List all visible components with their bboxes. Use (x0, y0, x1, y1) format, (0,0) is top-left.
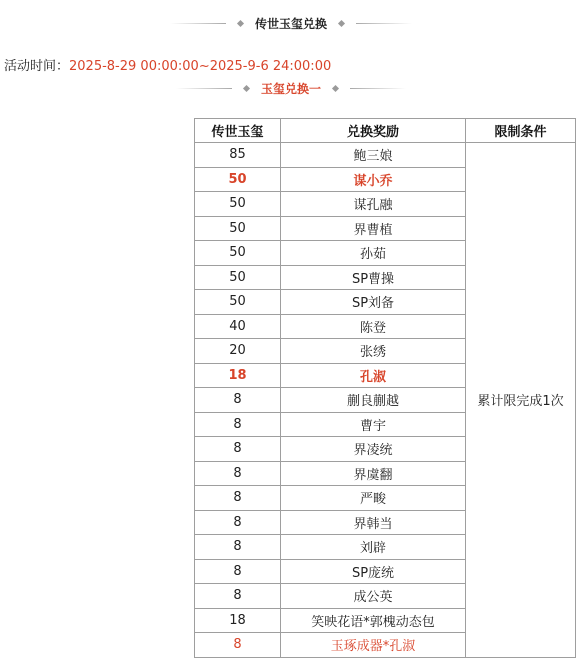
cost-cell: 8 (195, 461, 281, 486)
cost-cell: 8 (195, 486, 281, 511)
activity-time-value: 2025-8-29 00:00:00~2025-9-6 24:00:00 (69, 59, 332, 74)
cost-cell: 50 (195, 241, 281, 266)
exchange-table (194, 118, 576, 658)
heading-divider-right (356, 23, 412, 24)
cost-cell: 8 (195, 412, 281, 437)
reward-cell: 孙茹 (281, 241, 466, 266)
reward-cell: 玉琢成器*孔淑 (281, 633, 466, 658)
reward-cell: 刘辟 (281, 535, 466, 560)
table-header-row (195, 119, 576, 143)
cost-cell: 8 (195, 510, 281, 535)
condition-cell: 累计限完成1次 (466, 143, 576, 658)
cost-cell: 50 (195, 167, 281, 192)
header-cost: 传世玉玺 (195, 119, 281, 143)
table-row (195, 143, 576, 168)
cost-cell: 50 (195, 265, 281, 290)
cost-cell: 50 (195, 216, 281, 241)
cost-cell: 40 (195, 314, 281, 339)
reward-cell: 界凌统 (281, 437, 466, 462)
diamond-ornament-icon (332, 84, 339, 91)
header-reward: 兑换奖励 (281, 119, 466, 143)
cost-cell: 8 (195, 584, 281, 609)
cost-cell: 20 (195, 339, 281, 364)
diamond-ornament-icon (243, 84, 250, 91)
reward-cell: 界虞翻 (281, 461, 466, 486)
cost-cell: 50 (195, 192, 281, 217)
reward-cell: 蒯良蒯越 (281, 388, 466, 413)
reward-cell: SP曹操 (281, 265, 466, 290)
reward-cell: 界曹植 (281, 216, 466, 241)
reward-cell: 张绣 (281, 339, 466, 364)
cost-cell: 8 (195, 388, 281, 413)
cost-cell: 50 (195, 290, 281, 315)
diamond-ornament-icon (338, 19, 345, 26)
reward-cell: 陈登 (281, 314, 466, 339)
activity-time (4, 55, 331, 74)
reward-cell: 曹宇 (281, 412, 466, 437)
cost-cell: 8 (195, 559, 281, 584)
reward-cell: 笑映花语*郭槐动态包 (281, 608, 466, 633)
header-condition: 限制条件 (466, 119, 576, 143)
diamond-ornament-icon (237, 19, 244, 26)
reward-cell: SP庞统 (281, 559, 466, 584)
cost-cell: 18 (195, 363, 281, 388)
heading-divider-right (350, 88, 406, 89)
reward-cell: 界韩当 (281, 510, 466, 535)
heading-title: 传世玉玺兑换 (254, 16, 327, 31)
section-heading-sub (0, 78, 582, 98)
activity-time-label: 活动时间： (4, 59, 70, 74)
section-heading-main (0, 13, 582, 33)
reward-cell: 孔淑 (281, 363, 466, 388)
reward-cell: 谋小乔 (281, 167, 466, 192)
cost-cell: 8 (195, 437, 281, 462)
heading-subtitle: 玉玺兑换一 (260, 81, 321, 96)
reward-cell: 谋孔融 (281, 192, 466, 217)
cost-cell: 18 (195, 608, 281, 633)
cost-cell: 85 (195, 143, 281, 168)
cost-cell: 8 (195, 633, 281, 658)
reward-cell: 成公英 (281, 584, 466, 609)
cost-cell: 8 (195, 535, 281, 560)
heading-divider-left (176, 88, 232, 89)
heading-divider-left (170, 23, 226, 24)
reward-cell: 严畯 (281, 486, 466, 511)
reward-cell: SP刘备 (281, 290, 466, 315)
table-body (195, 143, 576, 658)
reward-cell: 鲍三娘 (281, 143, 466, 168)
